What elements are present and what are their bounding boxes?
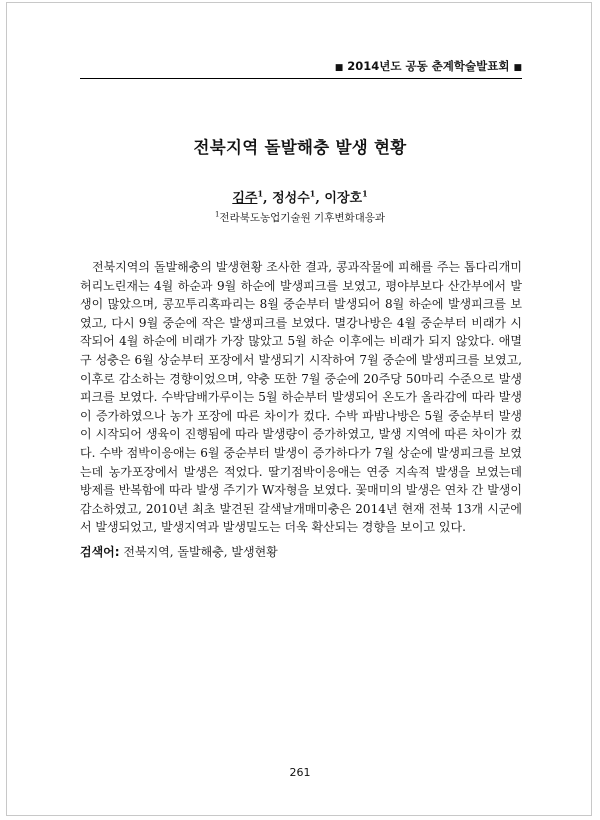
keywords-text: 전북지역, 돌발해충, 발생현황 xyxy=(123,545,278,559)
page-number: 261 xyxy=(289,766,311,779)
paper-title: 전북지역 돌발해충 발생 현황 xyxy=(193,138,407,157)
header-text: 2014년도 공동 춘계학술발표회 xyxy=(347,59,510,73)
author-affiliation-mark: 1 xyxy=(362,188,368,199)
author-list xyxy=(0,187,600,206)
affiliation-mark: 1 xyxy=(214,210,220,219)
author-affiliation-mark: 1 xyxy=(257,188,264,199)
header-marker-right: ■ xyxy=(513,63,522,73)
author-separator: , xyxy=(263,191,273,206)
affiliation-text: 전라북도농업기술원 기후변화대응과 xyxy=(219,212,386,224)
affiliation xyxy=(0,210,600,225)
author-separator: , xyxy=(315,191,325,206)
author-name: 이장호 xyxy=(324,191,363,206)
keywords-label: 검색어: xyxy=(80,545,120,559)
keywords xyxy=(80,543,522,560)
header-marker-left: ■ xyxy=(334,63,344,73)
running-header xyxy=(80,58,522,79)
abstract-body: 전북지역의 돌발해충의 발생현황 조사한 결과, 콩과작물에 피해를 주는 톱다리개미허리노린재는 4월 하순과 9월 하순에 발생피크를 보였고, 평야부보다 산간부에서 발생이 많았으며, 콩꼬투리혹파리는 8월 중순부터 발생되어 8월 하순에 발생피크를 보였고, 다시 9월 중순에 작은 발생피크를 보였다. 멸강나방은 4월 중순부터 비래가 시작되어 4월 하순에 비래가 가장 많았고 5월 하순 이후에는 비래가 되지 않았다. 애멸구 성충은 6월 상순부터 포장에서 발생되기 시작하여 7월 중순에 발생피크를 보였고, 이후로 감소하는 경향이었으며, 약충 또한 7월 중순에 20주당 50마리 수준으로 발생피크를 보였다. 수박담배가루이는 5월 하순부터 발생되어 온도가 올라감에 따라 발생이 증가하였으나 농가 포장에 따른 차이가 컸다. 수박 파밤나방은 5월 중순부터 발생이 시작되어 생육이 진행됨에 따라 발생량이 증가하였고, 발생 지역에 따른 차이가 컸다. 수박 점박이응애는 6월 중순부터 발생이 증가하다가 7월 상순에 발생피크를 보였는데 농가포장에서 발생은 적었다. 딸기점박이응애는 연중 지속적 발생을 보였는데 방제를 반복함에 따라 발생 주기가 W자형을 보였다. 꽃매미의 발생은 연차 간 발생이 감소하였고, 2010년 최초 발견된 갈색날개매미충은 2014년 현재 전북 13개 시군에서 발생되었고, 발생지역과 발생밀도는 더욱 확산되는 경향을 보이고 있다. xyxy=(80,260,522,535)
author-affiliation-mark: 1 xyxy=(309,188,316,199)
author-name: 정성수 xyxy=(272,191,310,206)
author-name: 김주 xyxy=(232,191,258,206)
